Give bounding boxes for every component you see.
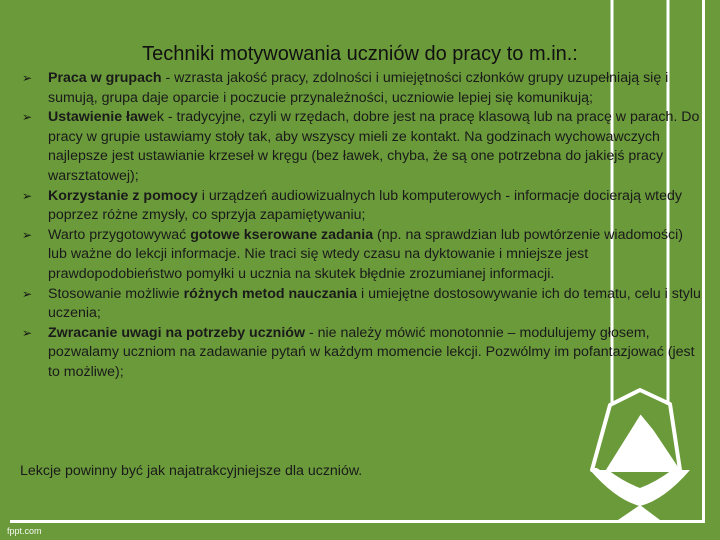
bullet-text: (np. na sprawdzian lub powtórzenie wiadomości) lub ważne do lekcji informacje. Nie traci się wtedy czasu na dyktowanie i mniejsze jest prawdopodobieństwo pomyłki u ucznia na skutek błędnie zrozumianej informacji. (48, 226, 684, 282)
slide-title: Techniki motywowania uczniów do pracy to m.in.: (142, 43, 578, 65)
arrow-bullet-icon: ➢ (22, 110, 33, 125)
bullet-text: i umiejętne dostosowywanie ich do tematu, celu i stylu uczenia; (48, 285, 701, 322)
arrow-bullet-icon: ➢ (22, 188, 33, 203)
bullet-bold: Ustawienie ław (48, 109, 149, 126)
bullet-bold: gotowe kserowane zadania (190, 226, 374, 243)
bullet-bold: różnych metod nauczania (183, 285, 358, 302)
bullet-pre-text: Warto przygotowywać (48, 226, 191, 243)
bullet-text: - wzrasta jakość pracy, zdolności i umiejętności członków grupy uzupełniają się i sumują, grupa daje oparcie i poczucie przynależności, uczniowie lepiej się komunikują; (48, 70, 669, 106)
bullet-text: - nie należy mówić monotonnie – modulujemy głosem, pozwalamy uczniom na zadawanie pytań w każdym momencie lekcji. Pozwólmy im pofantazjować (jest to możliwe); (48, 324, 695, 380)
bullet-bold: Praca w grupach (48, 70, 162, 86)
bullet-pre-text: Stosowanie możliwie (48, 285, 184, 302)
arrow-bullet-icon: ➢ (22, 325, 33, 340)
bullet-item-teaching-methods (22, 285, 704, 324)
bullet-list (22, 69, 704, 383)
watermark-logo: fppt.com (7, 526, 42, 536)
bullet-item-group-work (22, 69, 704, 108)
arrow-bullet-icon: ➢ (22, 227, 33, 242)
bullet-item-desk-arrangement (22, 108, 704, 186)
bullet-bold: Zwracanie uwagi na potrzeby uczniów (48, 324, 305, 341)
arrow-bullet-icon: ➢ (22, 286, 33, 301)
bullet-text: ek - tradycyjne, czyli w rzędach, dobre jest na pracę klasową lub na pracę w parach. Do pracy w grupie ustawiamy stoły tak, aby wszyscy mieli ze kontakt. Na godzinach wychowawczych najlepsze jest ustawianie krzeseł w kręgu (bez ławek, chyba, że są one potrzebna do jakiejś pracy warsztatowej); (48, 109, 700, 184)
bullet-item-copied-tasks (22, 226, 704, 285)
closing-statement: Lekcje powinny być jak najatrakcyjniejsze dla uczniów. (20, 463, 363, 479)
bullet-text: i urządzeń audiowizualnych lub komputerowych - informacje docierają wtedy poprzez różne zmysły, co sprzyja zapamiętywaniu; (48, 187, 682, 224)
arrow-bullet-icon: ➢ (22, 71, 33, 85)
bullet-item-student-needs (22, 324, 704, 383)
bullet-bold: Korzystanie z pomocy (48, 187, 198, 204)
bullet-item-teaching-aids (22, 187, 704, 226)
